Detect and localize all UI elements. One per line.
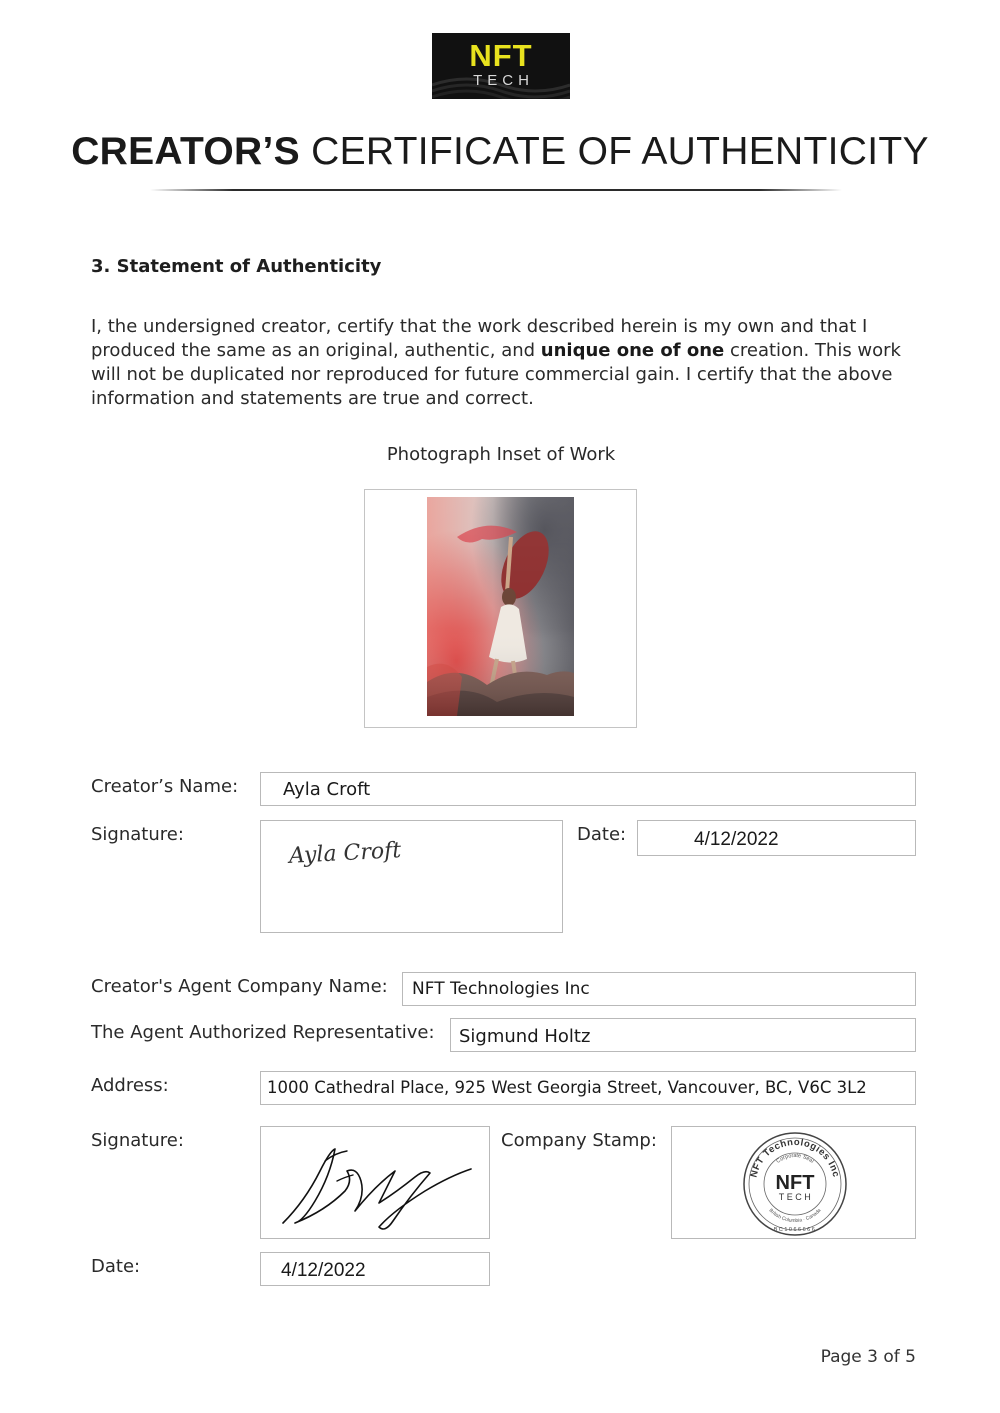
page-number: Page 3 of 5 bbox=[820, 1347, 916, 1367]
creator-signature-label: Signature: bbox=[91, 824, 184, 845]
creator-signature-box[interactable] bbox=[260, 820, 563, 933]
agent-rep-value: Sigmund Holtz bbox=[459, 1026, 591, 1047]
stamp-bottom-text: British Columbia · Canada bbox=[767, 1207, 823, 1225]
statement-part2: creation. This work will not be duplicated nor reproduced for future commercial gain. I certify that the above information and statements are true and correct. bbox=[91, 340, 901, 409]
stamp-number: BC1066666 bbox=[773, 1227, 817, 1233]
creator-name-value: Ayla Croft bbox=[283, 779, 371, 800]
artwork-photo bbox=[427, 497, 574, 716]
stamp-label: Company Stamp: bbox=[501, 1130, 657, 1151]
agent-signature-label: Signature: bbox=[91, 1130, 184, 1151]
title-divider bbox=[150, 189, 842, 191]
section-heading: 3. Statement of Authenticity bbox=[91, 256, 382, 277]
agent-company-field[interactable] bbox=[402, 972, 916, 1006]
agent-address-label: Address: bbox=[91, 1075, 169, 1096]
agent-address-field[interactable] bbox=[260, 1071, 916, 1105]
svg-text:Corporate Seal bbox=[775, 1153, 814, 1165]
creator-date-value: 4/12/2022 bbox=[694, 829, 779, 850]
stamp-logo-tech: TECH bbox=[778, 1192, 814, 1202]
title-rest: CERTIFICATE OF AUTHENTICITY bbox=[299, 130, 929, 173]
agent-rep-label: The Agent Authorized Representative: bbox=[91, 1022, 435, 1043]
svg-text:British Columbia · Canada bbox=[768, 1208, 823, 1225]
statement-part1: I, the undersigned creator, certify that the work described herein is my own and that I produced the same as an original, authentic, and bbox=[91, 316, 868, 361]
creator-signature-text: Ayla Croft bbox=[288, 838, 402, 869]
agent-rep-field[interactable] bbox=[450, 1018, 916, 1052]
creator-name-label: Creator’s Name: bbox=[91, 776, 239, 797]
agent-date-label: Date: bbox=[91, 1256, 141, 1277]
stamp-logo-nft: NFT bbox=[775, 1172, 815, 1194]
agent-address-value: 1000 Cathedral Place, 925 West Georgia Street, Vancouver, BC, V6C 3L2 bbox=[267, 1078, 867, 1097]
agent-company-value: NFT Technologies Inc bbox=[412, 979, 590, 999]
creator-date-label: Date: bbox=[577, 824, 627, 845]
statement-text bbox=[91, 315, 911, 411]
stamp-seal-text: Corporate Seal bbox=[775, 1152, 815, 1165]
agent-signature-drawing bbox=[275, 1141, 475, 1231]
creator-name-field[interactable] bbox=[260, 772, 916, 806]
creator-date-field[interactable] bbox=[637, 820, 916, 856]
agent-date-field[interactable] bbox=[260, 1252, 490, 1286]
title-bold: CREATOR’S bbox=[71, 130, 300, 173]
inset-caption: Photograph Inset of Work bbox=[386, 444, 616, 465]
logo-tech-text: TECH bbox=[473, 72, 534, 89]
agent-company-label: Creator's Agent Company Name: bbox=[91, 976, 388, 997]
company-seal bbox=[742, 1131, 848, 1237]
nft-tech-logo bbox=[432, 33, 570, 99]
agent-date-value: 4/12/2022 bbox=[281, 1260, 366, 1281]
statement-bold: unique one of one bbox=[540, 340, 725, 361]
stamp-ring-text: NFT Technologies Inc bbox=[748, 1136, 842, 1179]
certificate-title bbox=[0, 128, 1000, 176]
company-stamp-box bbox=[671, 1126, 916, 1239]
logo-nft-text: NFT bbox=[469, 38, 533, 73]
agent-signature-box[interactable] bbox=[260, 1126, 490, 1239]
